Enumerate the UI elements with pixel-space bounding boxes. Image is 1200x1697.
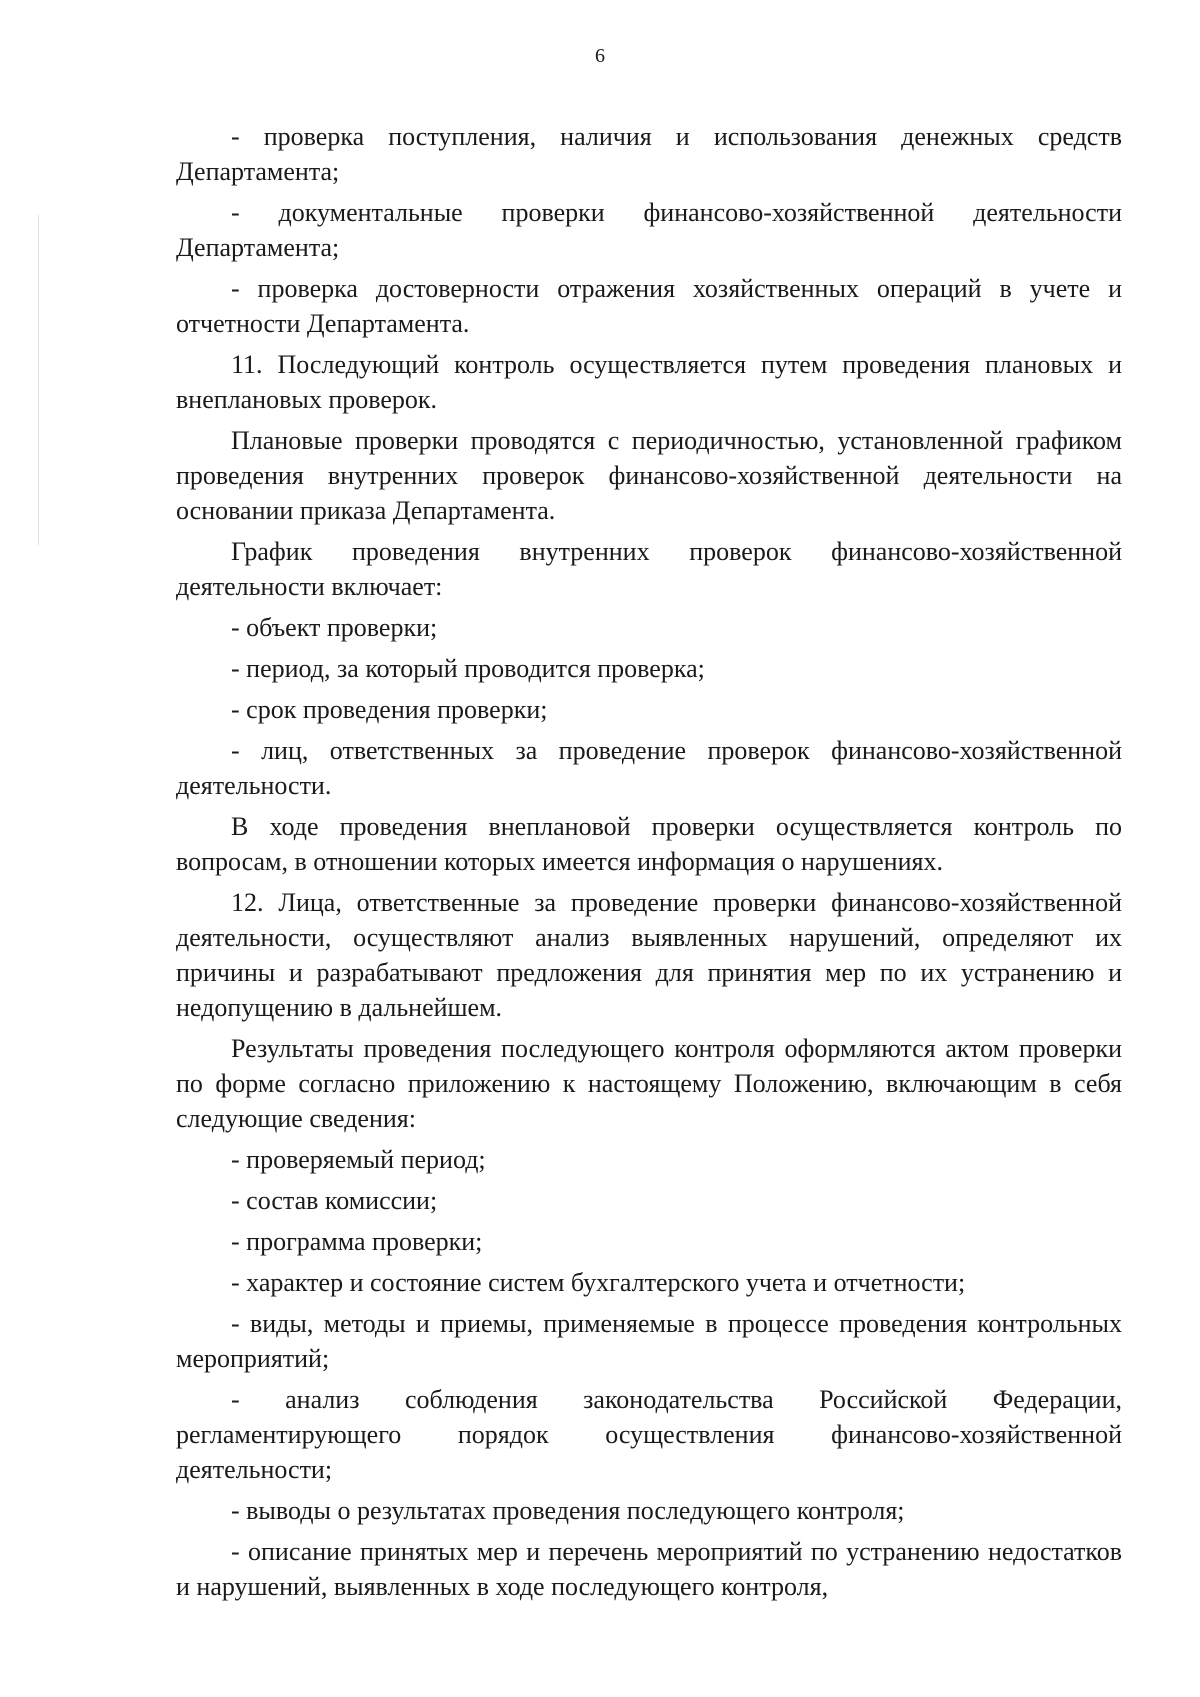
paragraph: - проверка поступления, наличия и использования денежных средств Департамента; xyxy=(176,122,1122,186)
list-item: - описание принятых мер и перечень мероприятий по устранению недостатков и нарушений, выявленных в ходе последующего контроля, xyxy=(176,1537,1122,1601)
page-number: 6 xyxy=(595,45,605,67)
list-item: - состав комиссии; xyxy=(231,1186,438,1215)
list-item: - анализ соблюдения законодательства Российской Федерации, регламентирующего порядок осуществления финансово-хозяйственной деятельности; xyxy=(176,1385,1122,1484)
list-item: - характер и состояние систем бухгалтерского учета и отчетности; xyxy=(231,1268,966,1297)
paragraph: - проверка достоверности отражения хозяйственных операций в учете и отчетности Департамента. xyxy=(176,274,1122,338)
list-item: - лиц, ответственных за проведение проверок финансово-хозяйственной деятельности. xyxy=(176,736,1122,800)
list-item: - программа проверки; xyxy=(231,1227,483,1256)
paragraph: - документальные проверки финансово-хозяйственной деятельности Департамента; xyxy=(176,198,1122,262)
paragraph: 11. Последующий контроль осуществляется путем проведения плановых и внеплановых проверок. xyxy=(176,350,1122,414)
list-item: - период, за который проводится проверка; xyxy=(231,654,705,683)
paragraph: 12. Лица, ответственные за проведение проверки финансово-хозяйственной деятельности, осуществляют анализ выявленных нарушений, определяют их причины и разрабатывают предложения для принятия мер по их устранению и недопущению в дальнейшем. xyxy=(176,888,1122,1022)
list-item: - срок проведения проверки; xyxy=(231,695,548,724)
paragraph: В ходе проведения внеплановой проверки осуществляется контроль по вопросам, в отношении которых имеется информация о нарушениях. xyxy=(176,812,1122,876)
scan-edge-mark xyxy=(38,215,39,545)
document-body xyxy=(176,119,1122,1610)
paragraph: Результаты проведения последующего контроля оформляются актом проверки по форме согласно приложению к настоящему Положению, включающим в себя следующие сведения: xyxy=(176,1034,1122,1133)
paragraph: График проведения внутренних проверок финансово-хозяйственной деятельности включает: xyxy=(176,537,1122,601)
list-item: - объект проверки; xyxy=(231,613,438,642)
paragraph: Плановые проверки проводятся с периодичностью, установленной графиком проведения внутренних проверок финансово-хозяйственной деятельности на основании приказа Департамента. xyxy=(176,426,1122,525)
list-item: - выводы о результатах проведения последующего контроля; xyxy=(231,1496,905,1525)
list-item: - проверяемый период; xyxy=(231,1145,486,1174)
list-item: - виды, методы и приемы, применяемые в процессе проведения контрольных мероприятий; xyxy=(176,1309,1122,1373)
